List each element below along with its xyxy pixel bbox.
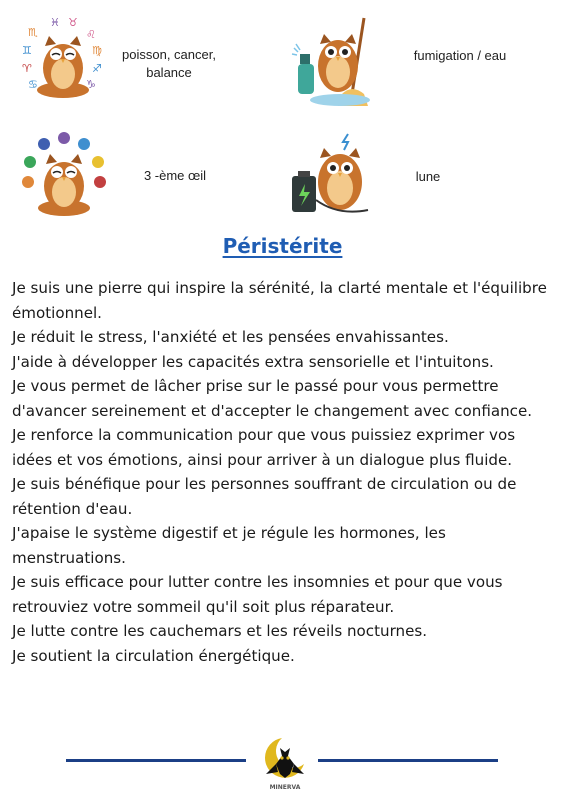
cleaning-owl-icon (290, 14, 380, 109)
paragraph: Je suis efficace pour lutter contre les insomnies et pour que vous retrouviez votre sommeil qu'il soit plus réparateur. (12, 573, 503, 616)
info-label-chakra: 3 -ème œil (143, 168, 207, 183)
svg-text:♓: ♓ (50, 16, 60, 29)
paragraph: J'apaise le système digestif et je régule les hormones, les menstruations. (12, 524, 446, 567)
svg-text:♐: ♐ (92, 62, 102, 75)
info-label-signs: poisson, cancer, balance (122, 47, 216, 80)
paragraph: Je suis bénéfique pour les personnes souffrant de circulation ou de rétention d'eau. (12, 475, 517, 518)
paragraph: J'aide à développer les capacités extra sensorielle et l'intuitons. (12, 352, 494, 371)
description-body (12, 276, 558, 668)
logo-text: MINERVA (269, 784, 301, 791)
svg-text:♌: ♌ (86, 28, 96, 41)
paragraph: Je vous permet de lâcher prise sur le passé pour vous permettre d'avancer sereinement et d'accepter le changement avec confiance. (12, 377, 533, 420)
chakra-owl-icon (18, 130, 110, 220)
svg-text:♑: ♑ (86, 78, 96, 91)
paragraph: Je suis une pierre qui inspire la sérénité, la clarté mentale et l'équilibre émotionnel. (12, 279, 547, 322)
info-label-cleansing: fumigation / eau (413, 48, 507, 63)
svg-text:♊: ♊ (22, 44, 32, 57)
footer-rule-right (318, 759, 498, 762)
footer-rule-left (66, 759, 246, 762)
svg-text:♏: ♏ (28, 26, 38, 39)
svg-text:♋: ♋ (28, 78, 38, 91)
paragraph: Je soutient la circulation énergétique. (12, 646, 295, 665)
zodiac-owl-icon (18, 14, 108, 104)
minerva-logo (258, 734, 312, 792)
paragraph: Je lutte contre les cauchemars et les réveils nocturnes. (12, 622, 428, 640)
svg-text:♉: ♉ (68, 16, 78, 29)
svg-text:♈: ♈ (22, 62, 32, 75)
stone-title: Péristérite (222, 234, 343, 258)
info-label-moon: lune (415, 169, 441, 184)
paragraph: Je réduit le stress, l'anxiété et les pensées envahissantes. (12, 328, 449, 346)
paragraph: Je renforce la communication pour que vous puissiez exprimer vos idées et vos émotions, ainsi pour arriver à un dialogue plus fluide. (12, 426, 516, 469)
svg-text:♍: ♍ (92, 44, 102, 57)
battery-owl-icon (288, 130, 378, 220)
